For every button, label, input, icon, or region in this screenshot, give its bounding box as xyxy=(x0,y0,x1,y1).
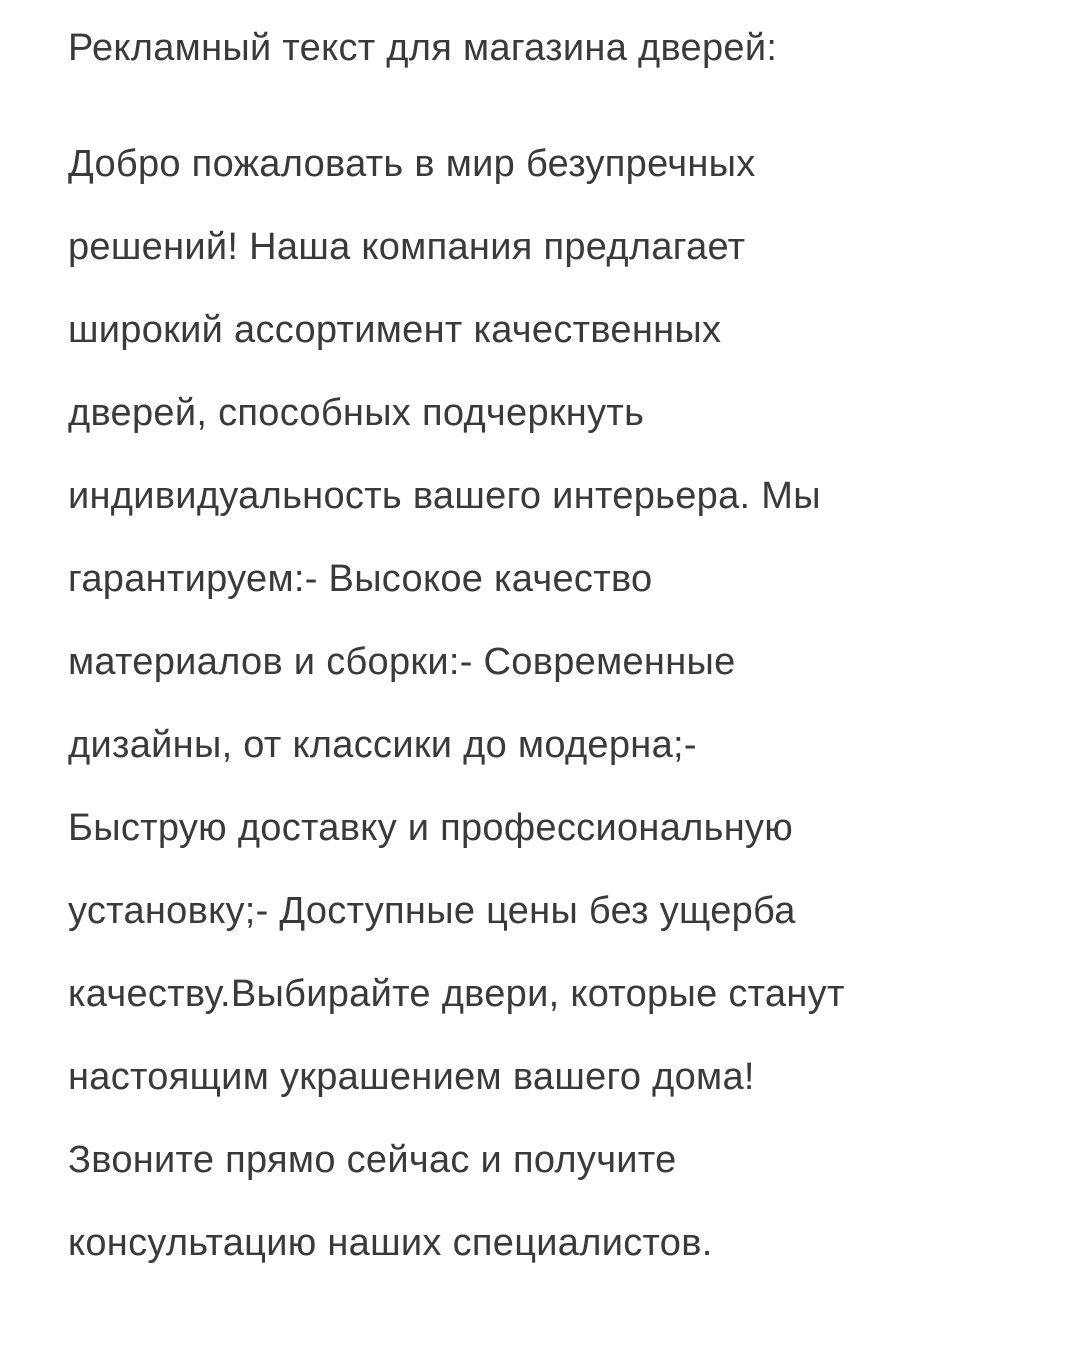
message-line: установку;- Доступные цены без ущерба xyxy=(68,890,796,932)
message-line: консультацию наших специалистов. xyxy=(68,1222,713,1264)
message-line: материалов и сборки:- Современные xyxy=(68,641,736,683)
message-line: гарантируем:- Высокое качество xyxy=(68,558,653,600)
message-heading: Рекламный текст для магазина дверей: xyxy=(68,27,778,69)
message-line: широкий ассортимент качественных xyxy=(68,309,722,351)
message-line: решений! Наша компания предлагает xyxy=(68,226,746,268)
message-line: дизайны, от классики до модерна;- xyxy=(68,724,697,766)
message-line: индивидуальность вашего интерьера. Мы xyxy=(68,475,821,517)
message-line: Звоните прямо сейчас и получите xyxy=(68,1139,677,1181)
message-line: Добро пожаловать в мир безупречных xyxy=(68,143,756,185)
message-line: Быструю доставку и профессиональную xyxy=(68,807,794,849)
message-body xyxy=(68,136,1028,1298)
message-line: дверей, способных подчеркнуть xyxy=(68,392,645,434)
message-line: настоящим украшением вашего дома! xyxy=(68,1056,755,1098)
message-line: качеству.Выбирайте двери, которые станут xyxy=(68,973,845,1015)
